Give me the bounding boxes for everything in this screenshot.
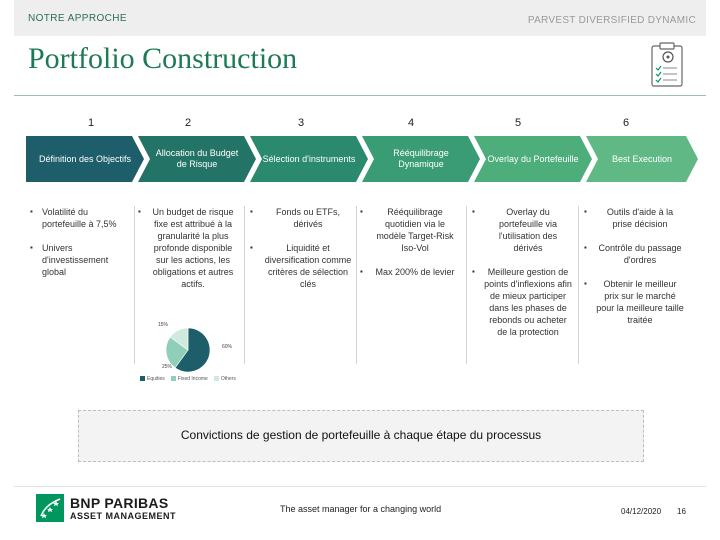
step-6-label: Best Execution bbox=[611, 153, 673, 164]
pie-label-equities: 60% bbox=[222, 344, 233, 350]
step-5-bullets bbox=[472, 206, 572, 350]
step-2-number: 2 bbox=[184, 117, 192, 129]
step-3-chevron bbox=[250, 136, 368, 182]
step-6-bullets bbox=[584, 206, 684, 338]
step-2-bullets bbox=[138, 206, 236, 302]
tagline: The asset manager for a changing world bbox=[280, 504, 442, 514]
step-2-label: Allocation du Budget de Risque bbox=[155, 148, 239, 169]
list-item: ▪ Rééquilibrage quotidien via le modèle Target-Risk Iso-Vol bbox=[360, 206, 458, 254]
pie-label-others: 15% bbox=[158, 322, 169, 328]
list-item: ▪ Univers d'investissement global bbox=[30, 242, 130, 278]
step-4-chevron bbox=[362, 136, 480, 182]
page-number: 16 bbox=[677, 507, 686, 516]
column-divider bbox=[356, 206, 357, 364]
step-6-number: 6 bbox=[622, 117, 630, 129]
section-label: NOTRE APPROCHE bbox=[28, 13, 127, 24]
title-divider bbox=[14, 95, 706, 96]
bnp-stars-logo-icon bbox=[36, 494, 64, 522]
list-item: ▪ Obtenir le meilleur prix sur le marché pour la meilleure taille traitée bbox=[584, 278, 684, 326]
list-item: ▪ Fonds ou ETFs, dérivés bbox=[250, 206, 354, 230]
list-item: ▪ Un budget de risque fixe est attribué à la granularité la plus profonde disponible sur les actions, les obligations et autres actifs. bbox=[138, 206, 236, 290]
brand-subtitle: ASSET MANAGEMENT bbox=[70, 511, 177, 521]
date: 04/12/2020 bbox=[621, 507, 662, 516]
step-3-number: 3 bbox=[297, 117, 305, 129]
step-2-chevron bbox=[138, 136, 256, 182]
step-3-label: Sélection d'instruments bbox=[262, 153, 356, 164]
convictions-banner bbox=[78, 410, 644, 462]
footer-divider bbox=[14, 486, 706, 487]
step-6-chevron bbox=[586, 136, 698, 182]
pie-label-fixed-income: 25% bbox=[162, 364, 173, 370]
list-item: ▪ Contrôle du passage d'ordres bbox=[584, 242, 684, 266]
list-item: ▪ Volatilité du portefeuille à 7,5% bbox=[30, 206, 130, 230]
list-item: ▪ Overlay du portefeuille via l'utilisation des dérivés bbox=[472, 206, 572, 254]
column-divider bbox=[578, 206, 579, 364]
step-1-number: 1 bbox=[87, 117, 95, 129]
step-5-chevron bbox=[474, 136, 592, 182]
step-1-chevron bbox=[26, 136, 144, 182]
column-divider bbox=[466, 206, 467, 364]
page-title: Portfolio Construction bbox=[28, 42, 298, 75]
step-1-label: Définition des Objectifs bbox=[38, 153, 132, 164]
step-5-number: 5 bbox=[514, 117, 522, 129]
step-4-label: Rééquilibrage Dynamique bbox=[393, 148, 449, 169]
pie-legend bbox=[140, 376, 236, 382]
step-1-bullets bbox=[30, 206, 130, 290]
list-item: ▪ Liquidité et diversification comme critères de sélection clés bbox=[250, 242, 354, 290]
legend-item-others: Others bbox=[214, 376, 236, 382]
legend-item-fixed-income: Fixed Income bbox=[171, 376, 208, 382]
banner-text: Convictions de gestion de portefeuille à chaque étape du processus bbox=[180, 428, 542, 442]
step-4-number: 4 bbox=[407, 117, 415, 129]
top-bar bbox=[14, 0, 706, 36]
list-item: ▪ Meilleure gestion de points d'inflexions afin de mieux participer dans les phases de rebonds ou acheter de la protection bbox=[472, 266, 572, 338]
list-item: ▪ Outils d'aide à la prise décision bbox=[584, 206, 684, 230]
brand-name: BNP PARIBAS bbox=[70, 495, 169, 511]
clipboard-checklist-icon bbox=[646, 40, 688, 90]
fund-name: PARVEST DIVERSIFIED DYNAMIC bbox=[527, 15, 696, 26]
column-divider bbox=[134, 206, 135, 364]
list-item: ▪ Max 200% de levier bbox=[360, 266, 458, 278]
step-4-bullets bbox=[360, 206, 458, 290]
legend-item-equities: Equities bbox=[140, 376, 165, 382]
step-5-label: Overlay du Portefeuille bbox=[487, 153, 579, 164]
step-3-bullets bbox=[250, 206, 354, 302]
